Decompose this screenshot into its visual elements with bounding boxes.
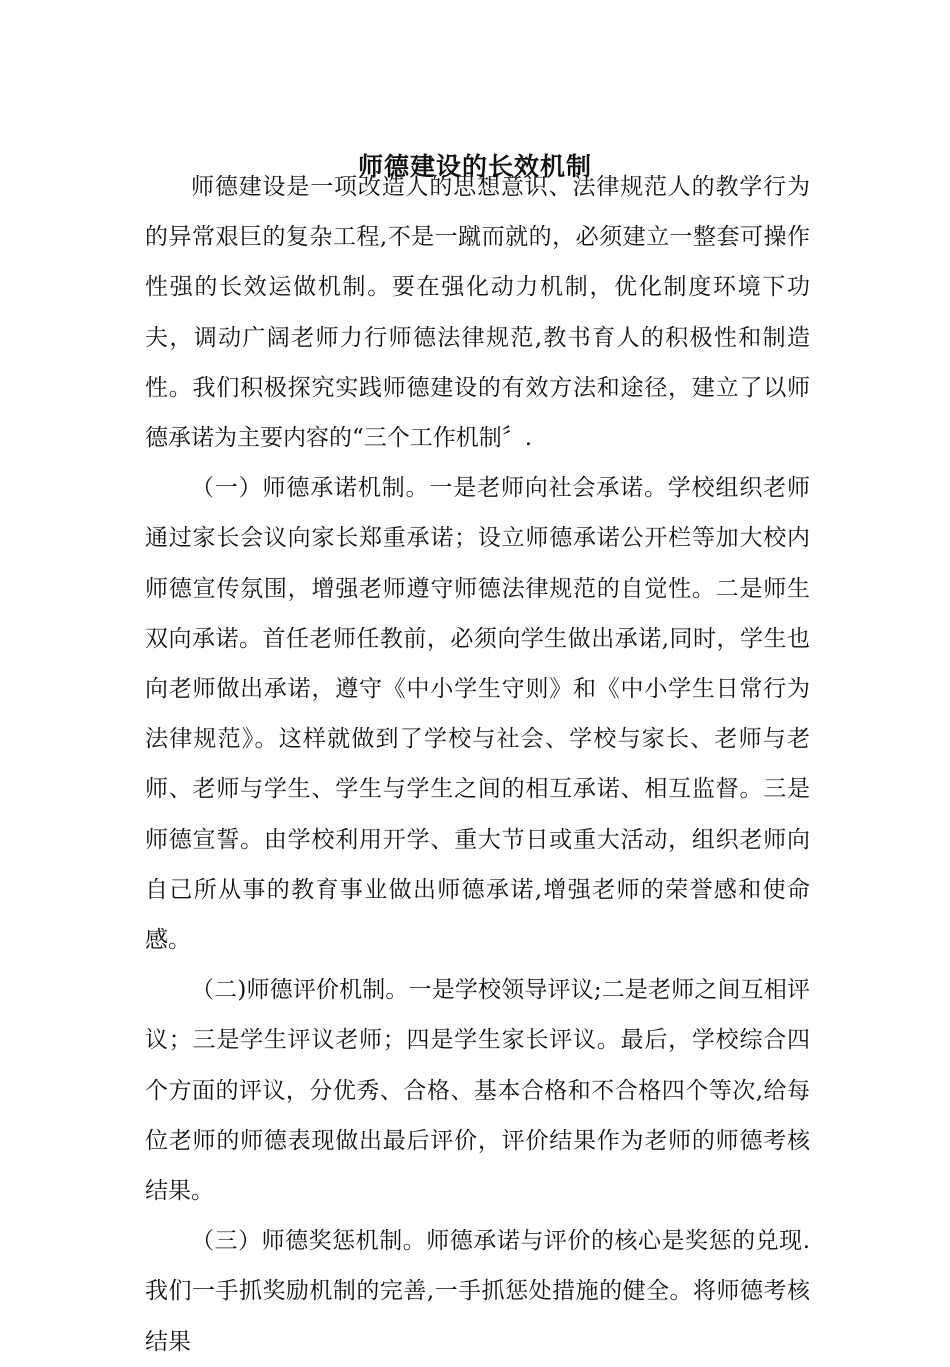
paragraph-intro: 师德建设是一项改造人的思想意识、法律规范人的教学行为的异常艰巨的复杂工程,不是一蹴而就的，必须建立一整套可操作性强的长效运做机制。要在强化动力机制，优化制度环境下功夫，调动广阔老师力行师德法律规范,教书育人的积极性和制造性。我们积极探究实践师德建设的有效方法和途径，建立了以师德承诺为主要内容的“三个工作机制〞.	[145, 174, 810, 452]
paragraph-evaluation-mechanism: （二)师德评价机制。一是学校领导评议;二是老师之间互相评议；三是学生评议老师；四是学生家长评议。最后，学校综合四个方面的评议，分优秀、合格、基本合格和不合格四个等次,给每位老师的师德表现做出最后评价，评价结果作为老师的师德考核结果。	[145, 977, 810, 1205]
paragraph-commitment-mechanism: （一）师德承诺机制。一是老师向社会承诺。学校组织老师通过家长会议向家长郑重承诺；设立师德承诺公开栏等加大校内师德宣传氛围，增强老师遵守师德法律规范的自觉性。二是师生双向承诺。首任老师任教前，必须向学生做出承诺,同时，学生也向老师做出承诺，遵守《中小学生守则》和《中小学生日常行为法律规范》。这样就做到了学校与社会、学校与家长、老师与老师、老师与学生、学生与学生之间的相互承诺、相互监督。三是师德宣誓。由学校利用开学、重大节日或重大活动，组织老师向自己所从事的教育事业做出师德承诺,增强老师的荣誉感和使命感。	[145, 475, 810, 954]
document-body	[145, 162, 810, 1367]
document-title: 师德建设的长效机制	[357, 151, 592, 181]
paragraph-reward-punishment-mechanism: （三）师德奖惩机制。师德承诺与评价的核心是奖惩的兑现.我们一手抓奖励机制的完善,一手抓惩处措施的健全。将师德考核结果	[145, 1228, 810, 1355]
